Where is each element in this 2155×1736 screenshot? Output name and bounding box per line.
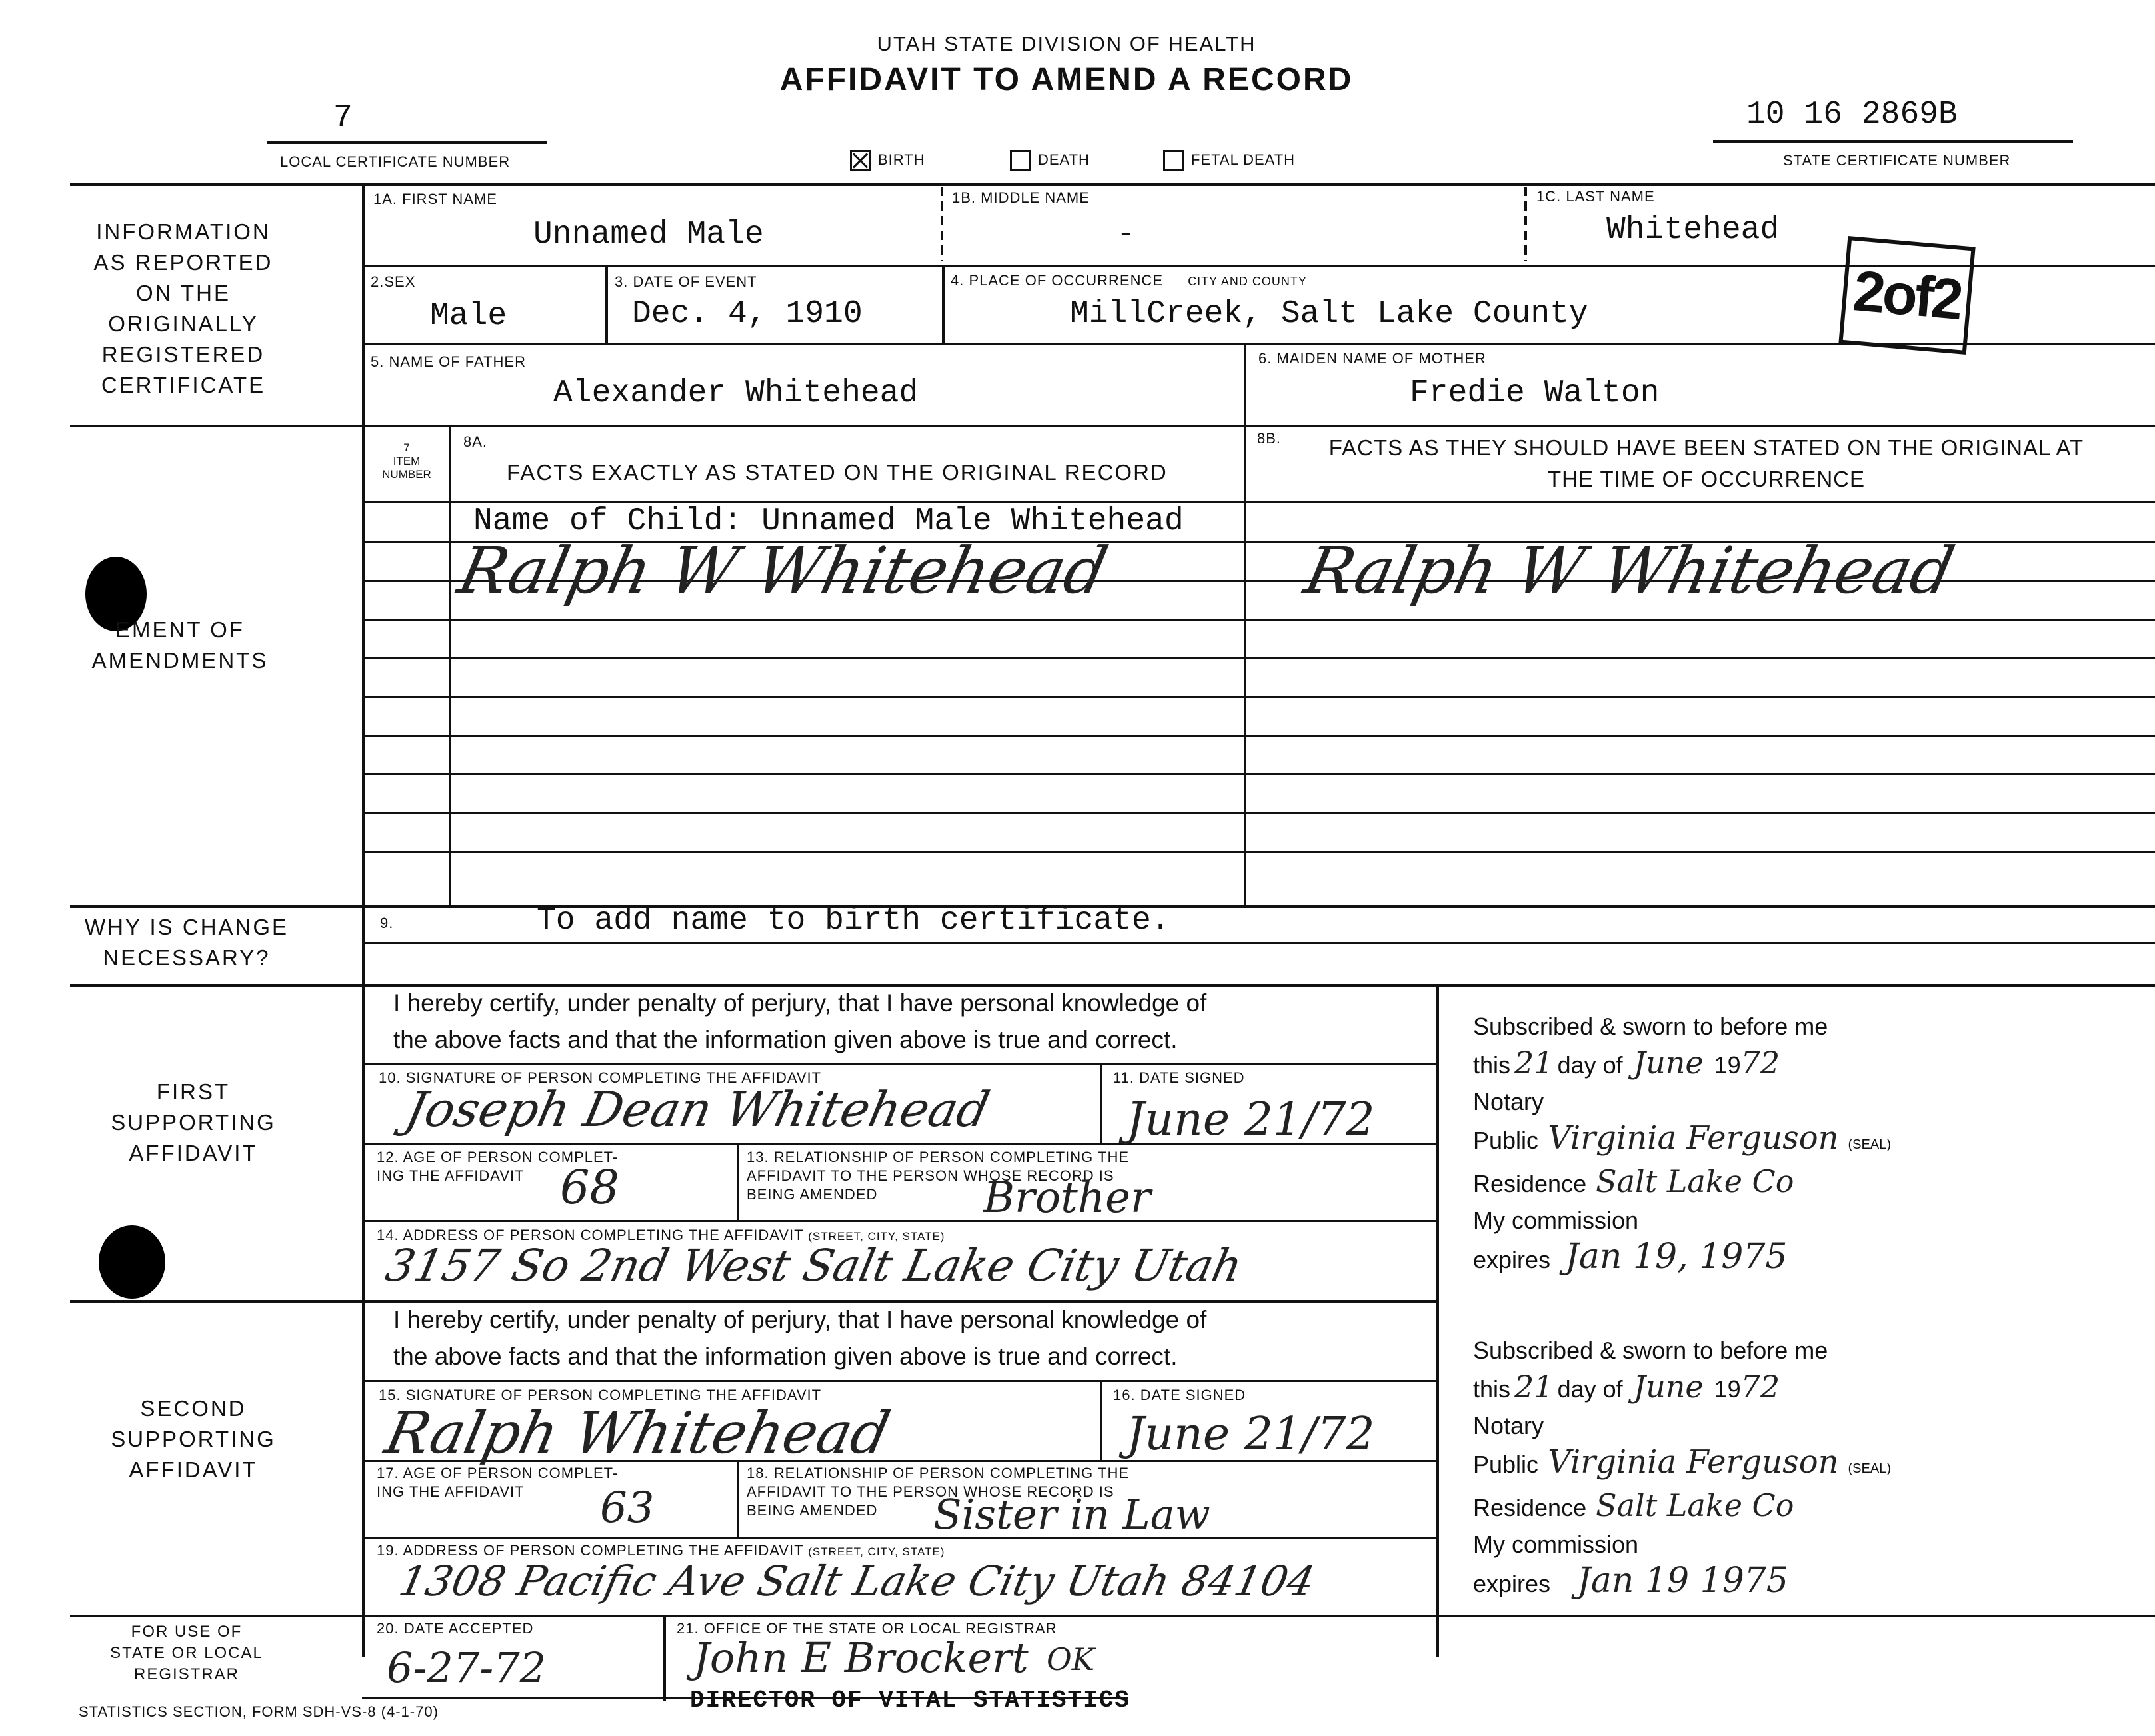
aff2-commission-label: My commission: [1473, 1531, 1639, 1558]
aff2-rel-label-2: AFFIDAVIT TO THE PERSON WHOSE RECORD IS: [747, 1483, 1114, 1500]
amend-row: [362, 735, 2155, 737]
notary-col-divider: [1436, 984, 1439, 1657]
place-label-text: 4. PLACE OF OCCURRENCE: [951, 272, 1164, 289]
col-divider: [1244, 343, 1246, 425]
aff1-notary-sworn: Subscribed & sworn to before me: [1473, 1013, 1828, 1040]
form-title: AFFIDAVIT TO AMEND A RECORD: [779, 62, 1354, 97]
middle-name-label: 1B. MIDDLE NAME: [952, 189, 1090, 206]
section-divider: [70, 1615, 2155, 1617]
col-8a-header: FACTS EXACTLY AS STATED ON THE ORIGINAL RECORD: [507, 460, 1168, 485]
aff1-certification-1: I hereby certify, under penalty of perjury, that I have personal knowledge of: [393, 989, 1207, 1017]
date-of-event-value: Dec. 4, 1910: [632, 296, 863, 332]
aff2-expires-line: [1473, 1563, 1891, 1602]
father-value: Alexander Whitehead: [553, 375, 919, 411]
item-col-divider: [449, 425, 451, 906]
aff1-public-line: [1473, 1120, 1891, 1163]
aff2-age-label-2: ING THE AFFIDAVIT: [377, 1483, 525, 1500]
place-label: [951, 272, 1307, 289]
aff2-notary-year-suffix: 72: [1740, 1369, 1780, 1405]
aff2-seal-label: (SEAL): [1848, 1461, 1891, 1476]
aff1-age-divider: [737, 1143, 739, 1220]
aff1-notary-this: this: [1473, 1051, 1511, 1079]
agency-name: UTAH STATE DIVISION OF HEALTH: [877, 32, 1256, 55]
aff1-notary-date-line: [1473, 1045, 1891, 1083]
aff1-residence-label: Residence: [1473, 1170, 1587, 1197]
aff1-signature-label: 10. SIGNATURE OF PERSON COMPLETING THE AFFIDAVIT: [379, 1069, 822, 1086]
aff1-notary-year-suffix: 72: [1740, 1045, 1780, 1081]
aff1-public-label: Public: [1473, 1127, 1539, 1154]
original-record-text: Name of Child: Unnamed Male Whitehead: [473, 503, 1184, 539]
form-identifier: STATISTICS SECTION, FORM SDH-VS-8 (4-1-70): [79, 1703, 439, 1720]
record-type-death[interactable]: [1010, 150, 1090, 171]
col-divider-dashed: [1524, 187, 1527, 261]
aff2-residence-label: Residence: [1473, 1494, 1587, 1521]
aff1-date-divider: [1100, 1063, 1102, 1143]
aff2-residence: Salt Lake Co: [1596, 1487, 1794, 1523]
aff2-notary-year-prefix: 19: [1714, 1375, 1741, 1403]
local-certificate-number: 7: [333, 100, 353, 136]
aff1-notary-day: 21: [1514, 1045, 1554, 1081]
amend-row: [362, 696, 2155, 698]
date-accepted-label: 20. DATE ACCEPTED: [377, 1620, 534, 1637]
aff2-certification-2: the above facts and that the information given above is true and correct.: [393, 1343, 1178, 1370]
death-label: DEATH: [1038, 151, 1090, 168]
aff2-expires: Jan 19 1975: [1577, 1561, 1788, 1601]
date-of-event-label: 3. DATE OF EVENT: [615, 273, 757, 290]
aff1-date-label: 11. DATE SIGNED: [1113, 1069, 1245, 1086]
aff2-notary-date-line: [1473, 1369, 1891, 1407]
first-name-label: 1A. FIRST NAME: [373, 191, 497, 207]
aff1-address: 3157 So 2nd West Salt Lake City Utah: [381, 1240, 1247, 1291]
col-8a-number: 8A.: [463, 433, 488, 450]
aff2-notary-label: Notary: [1473, 1412, 1544, 1439]
section-label-registrar: FOR USE OF STATE OR LOCAL REGISTRAR: [110, 1623, 263, 1683]
aff2-age-label: [377, 1464, 618, 1501]
state-certificate-number: 10 16 2869B: [1746, 97, 1958, 133]
section-label-second-affidavit: SECOND SUPPORTING AFFIDAVIT: [111, 1396, 276, 1482]
aff2-signature: Ralph Whitehead: [379, 1400, 896, 1467]
fetal-death-label: FETAL DEATH: [1191, 151, 1296, 168]
aff1-relationship: Brother: [983, 1173, 1151, 1223]
aff1-signature: Joseph Dean Whitehead: [401, 1081, 995, 1137]
original-handwritten-name: Ralph W Whitehead: [452, 533, 1114, 608]
aff1-commission-label: My commission: [1473, 1207, 1639, 1234]
table-top-border: [70, 183, 2155, 186]
date-accepted: 6-27-72: [387, 1643, 547, 1692]
aff2-public-line: [1473, 1444, 1891, 1487]
aff2-address: 1308 Pacific Ave Salt Lake City Utah 84104: [395, 1557, 1320, 1605]
aff2-notary-sworn: Subscribed & sworn to before me: [1473, 1337, 1828, 1364]
col-divider-dashed: [941, 187, 943, 261]
state-cert-underline: [1713, 140, 2073, 143]
aff1-seal-label: (SEAL): [1848, 1137, 1891, 1152]
aff1-expires-label: expires: [1473, 1246, 1551, 1273]
item-number-label: [370, 441, 443, 481]
aff1-notary-month: June: [1633, 1045, 1704, 1081]
item-label: ITEM NUMBER: [382, 455, 431, 481]
amend-row: [362, 619, 2155, 621]
aff1-age: 68: [560, 1160, 620, 1215]
first-name-value: Unnamed Male: [533, 217, 764, 253]
why-reason: To add name to birth certificate.: [537, 903, 1170, 939]
aff1-rel-label-3: BEING AMENDED: [747, 1186, 878, 1203]
section-label-amendments: EMENT OF AMENDMENTS: [91, 617, 269, 673]
amend-col-divider: [1244, 425, 1246, 906]
aff2-notary-block: [1473, 1332, 1891, 1602]
aff2-notary-dayof: day of: [1557, 1375, 1623, 1403]
director-stamp: DIRECTOR OF VITAL STATISTICS: [690, 1687, 1130, 1714]
aff1-address-sublabel: (STREET, CITY, STATE): [808, 1230, 945, 1243]
punch-hole: [99, 1225, 165, 1299]
sex-label: 2.SEX: [371, 273, 416, 290]
section-label-why: WHY IS CHANGE NECESSARY?: [84, 915, 289, 970]
aff1-rel-label-2: AFFIDAVIT TO THE PERSON WHOSE RECORD IS: [747, 1167, 1114, 1184]
last-name-value: Whitehead: [1606, 212, 1780, 248]
aff1-residence: Salt Lake Co: [1596, 1163, 1794, 1199]
father-label: 5. NAME OF FATHER: [371, 353, 526, 370]
aff1-public-signature: Virginia Ferguson: [1548, 1119, 1839, 1157]
aff2-age: 63: [600, 1483, 655, 1533]
place-value: MillCreek, Salt Lake County: [1070, 296, 1588, 332]
aff2-notary-this: this: [1473, 1375, 1511, 1403]
aff2-addr-top: [362, 1537, 1436, 1539]
aff2-relationship: Sister in Law: [933, 1490, 1210, 1539]
aff1-sig-top: [362, 1063, 1436, 1065]
aff1-age-label-1: 12. AGE OF PERSON COMPLET-: [377, 1149, 619, 1165]
record-type-fetal-death[interactable]: [1163, 150, 1295, 171]
fetal-death-checkbox[interactable]: [1163, 150, 1184, 171]
aff1-address-label-text: 14. ADDRESS OF PERSON COMPLETING THE AFFIDAVIT: [377, 1227, 804, 1243]
why-row-divider: [362, 942, 2155, 944]
aff2-signature-label: 15. SIGNATURE OF PERSON COMPLETING THE AFFIDAVIT: [379, 1387, 822, 1403]
aff1-date: June 21/72: [1126, 1093, 1375, 1146]
aff2-expires-label: expires: [1473, 1570, 1551, 1597]
aff2-age-label-1: 17. AGE OF PERSON COMPLET-: [377, 1465, 619, 1481]
aff1-expires: Jan 19, 1975: [1565, 1237, 1788, 1277]
aff2-date: June 21/72: [1126, 1408, 1375, 1461]
aff2-public-label: Public: [1473, 1451, 1539, 1478]
aff2-sig-top: [362, 1380, 1436, 1382]
aff2-residence-line: [1473, 1487, 1891, 1526]
aff2-notary-day: 21: [1514, 1369, 1554, 1405]
birth-label: BIRTH: [878, 151, 925, 168]
aff1-notary-year-prefix: 19: [1714, 1051, 1741, 1079]
amend-row: [362, 657, 2155, 659]
aff2-age-divider: [737, 1460, 739, 1537]
aff2-public-signature: Virginia Ferguson: [1548, 1443, 1839, 1481]
aff1-notary-dayof: day of: [1557, 1051, 1623, 1079]
aff2-certification-1: I hereby certify, under penalty of perjury, that I have personal knowledge of: [393, 1306, 1207, 1333]
aff1-certification-2: the above facts and that the information given above is true and correct.: [393, 1026, 1178, 1053]
col-divider: [942, 265, 945, 343]
registrar-initials: OK: [1047, 1641, 1095, 1677]
record-type-birth[interactable]: [850, 150, 925, 171]
item-7-label: 7: [403, 441, 410, 454]
registrar-signature: John E Brockert: [693, 1633, 1029, 1682]
aff1-addr-top: [362, 1220, 1436, 1222]
label-column-divider: [362, 183, 365, 1657]
state-certificate-label: STATE CERTIFICATE NUMBER: [1783, 152, 2011, 169]
aff2-notary-month: June: [1633, 1369, 1704, 1405]
middle-name-value: -: [1116, 217, 1136, 253]
section-label-original: INFORMATION AS REPORTED ON THE ORIGINALLY REGISTERED CERTIFICATE: [93, 219, 273, 397]
amend-row: [362, 773, 2155, 775]
col-8b-header: FACTS AS THEY SHOULD HAVE BEEN STATED ON THE ORIGINAL AT THE TIME OF OCCURRENCE: [1328, 435, 2084, 491]
registrar-divider: [663, 1615, 666, 1701]
aff1-notary-block: [1473, 1008, 1891, 1278]
col-8b-number: 8B.: [1257, 430, 1282, 447]
aff1-expires-line: [1473, 1239, 1891, 1278]
registrar-office-label: 21. OFFICE OF THE STATE OR LOCAL REGISTRAR: [677, 1620, 1057, 1637]
aff2-rel-label-1: 18. RELATIONSHIP OF PERSON COMPLETING THE: [747, 1465, 1130, 1481]
mother-value: Fredie Walton: [1410, 375, 1660, 411]
local-certificate-label: LOCAL CERTIFICATE NUMBER: [280, 153, 511, 170]
aff1-age-label-2: ING THE AFFIDAVIT: [377, 1167, 525, 1184]
aff2-address-sublabel: (STREET, CITY, STATE): [808, 1545, 945, 1558]
section-divider: [70, 425, 2155, 427]
aff2-rel-label-3: BEING AMENDED: [747, 1502, 878, 1519]
aff2-date-divider: [1100, 1380, 1102, 1460]
sex-value: Male: [430, 298, 507, 334]
aff2-address-label-text: 19. ADDRESS OF PERSON COMPLETING THE AFFIDAVIT: [377, 1542, 804, 1559]
amend-row: [362, 812, 2155, 814]
mother-label: 6. MAIDEN NAME OF MOTHER: [1258, 350, 1486, 367]
corrected-handwritten-name: Ralph W Whitehead: [1298, 533, 1961, 608]
place-sublabel: CITY AND COUNTY: [1188, 275, 1307, 288]
local-cert-underline: [267, 141, 547, 144]
aff1-residence-line: [1473, 1163, 1891, 1202]
section-label-first-affidavit: FIRST SUPPORTING AFFIDAVIT: [111, 1079, 276, 1165]
aff2-date-label: 16. DATE SIGNED: [1113, 1387, 1246, 1403]
aff1-rel-label-1: 13. RELATIONSHIP OF PERSON COMPLETING THE: [747, 1149, 1130, 1165]
amend-row: [362, 851, 2155, 853]
death-checkbox[interactable]: [1010, 150, 1031, 171]
page-stamp: 2of2: [1838, 236, 1975, 355]
last-name-label: 1C. LAST NAME: [1536, 188, 1655, 205]
why-number: 9.: [380, 915, 394, 931]
col-divider: [605, 265, 608, 343]
aff1-notary-label: Notary: [1473, 1088, 1544, 1115]
birth-checkbox[interactable]: [850, 150, 871, 171]
